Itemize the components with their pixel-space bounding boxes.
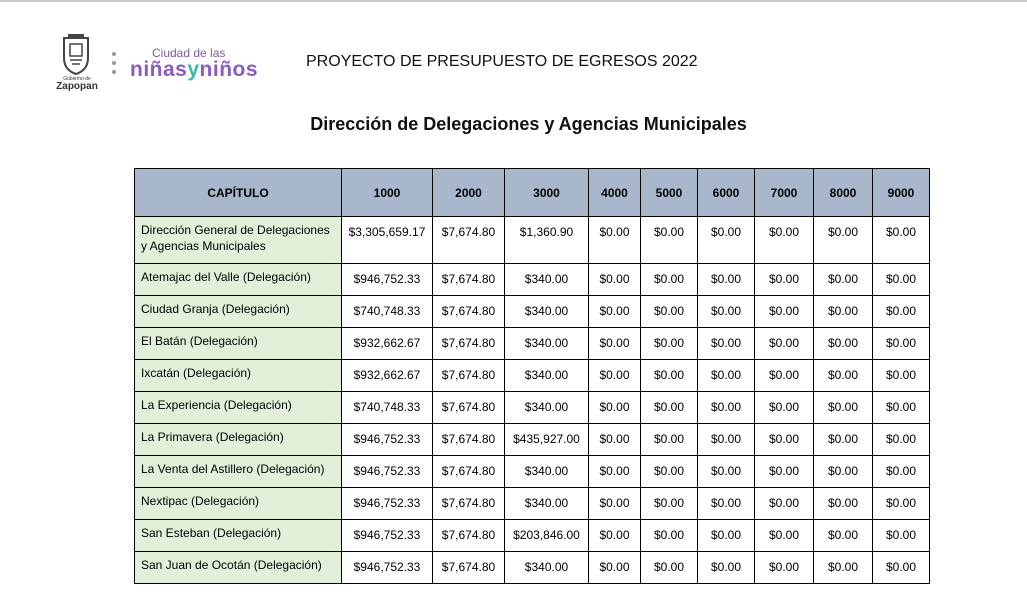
row-amount-cell: $0.00 (873, 264, 930, 296)
row-chapter-name: San Esteban (Delegación) (135, 520, 342, 552)
row-amount-cell: $0.00 (873, 217, 930, 264)
table-row (135, 552, 930, 584)
page-top-border (0, 0, 1027, 2)
zapopan-logo (52, 34, 112, 94)
section-title: Dirección de Delegaciones y Agencias Municipales (310, 114, 747, 134)
column-header: 7000 (755, 169, 814, 217)
row-chapter-name: El Batán (Delegación) (135, 328, 342, 360)
row-amount-cell: $0.00 (589, 520, 641, 552)
brand-logo-text (130, 58, 258, 82)
row-amount-cell: $0.00 (814, 360, 873, 392)
logo-separator-dots (112, 52, 118, 82)
row-amount-cell: $0.00 (873, 328, 930, 360)
brand-part-1: niñas (130, 58, 188, 81)
row-amount-cell: $0.00 (755, 488, 814, 520)
row-amount-cell: $0.00 (814, 264, 873, 296)
row-amount-cell: $1,360.90 (505, 217, 589, 264)
row-amount-cell: $7,674.80 (433, 424, 505, 456)
row-amount-cell: $946,752.33 (342, 488, 433, 520)
row-amount-cell: $946,752.33 (342, 424, 433, 456)
row-amount-cell: $340.00 (505, 456, 589, 488)
row-amount-cell: $946,752.33 (342, 552, 433, 584)
row-amount-cell: $7,674.80 (433, 488, 505, 520)
row-amount-cell: $0.00 (873, 520, 930, 552)
table-row (135, 264, 930, 296)
row-amount-cell: $435,927.00 (505, 424, 589, 456)
row-amount-cell: $0.00 (873, 488, 930, 520)
row-amount-cell: $7,674.80 (433, 520, 505, 552)
column-header: 5000 (641, 169, 698, 217)
column-header: 9000 (873, 169, 930, 217)
row-amount-cell: $0.00 (814, 552, 873, 584)
row-amount-cell: $0.00 (755, 456, 814, 488)
row-amount-cell: $0.00 (814, 328, 873, 360)
row-amount-cell: $7,674.80 (433, 392, 505, 424)
row-amount-cell: $0.00 (698, 328, 755, 360)
table-row (135, 360, 930, 392)
row-amount-cell: $0.00 (641, 328, 698, 360)
row-amount-cell: $7,674.80 (433, 360, 505, 392)
budget-table (134, 168, 930, 584)
row-amount-cell: $0.00 (641, 296, 698, 328)
row-amount-cell: $0.00 (755, 296, 814, 328)
row-amount-cell: $0.00 (755, 552, 814, 584)
table-row (135, 520, 930, 552)
row-amount-cell: $0.00 (755, 392, 814, 424)
row-amount-cell: $0.00 (873, 552, 930, 584)
row-amount-cell: $340.00 (505, 488, 589, 520)
row-amount-cell: $0.00 (814, 520, 873, 552)
row-chapter-name: La Experiencia (Delegación) (135, 392, 342, 424)
row-amount-cell: $7,674.80 (433, 456, 505, 488)
row-amount-cell: $0.00 (641, 552, 698, 584)
table-row (135, 456, 930, 488)
row-amount-cell: $0.00 (814, 392, 873, 424)
row-amount-cell: $3,305,659.17 (342, 217, 433, 264)
row-amount-cell: $0.00 (814, 424, 873, 456)
row-amount-cell: $0.00 (873, 424, 930, 456)
brand-part-3: niños (199, 58, 259, 81)
row-amount-cell: $0.00 (873, 296, 930, 328)
row-amount-cell: $0.00 (641, 217, 698, 264)
row-amount-cell: $932,662.67 (342, 328, 433, 360)
row-amount-cell: $0.00 (873, 456, 930, 488)
row-amount-cell: $0.00 (873, 360, 930, 392)
row-amount-cell: $0.00 (589, 360, 641, 392)
row-amount-cell: $946,752.33 (342, 264, 433, 296)
row-amount-cell: $0.00 (589, 456, 641, 488)
row-amount-cell: $0.00 (873, 392, 930, 424)
row-amount-cell: $0.00 (698, 456, 755, 488)
row-amount-cell: $0.00 (589, 488, 641, 520)
table-body (135, 217, 930, 584)
row-amount-cell: $0.00 (755, 520, 814, 552)
row-amount-cell: $340.00 (505, 552, 589, 584)
row-amount-cell: $0.00 (589, 328, 641, 360)
row-amount-cell: $0.00 (755, 424, 814, 456)
row-amount-cell: $7,674.80 (433, 552, 505, 584)
column-header: 2000 (433, 169, 505, 217)
row-chapter-name: La Venta del Astillero (Delegación) (135, 456, 342, 488)
row-amount-cell: $0.00 (589, 264, 641, 296)
row-amount-cell: $340.00 (505, 392, 589, 424)
row-amount-cell: $0.00 (814, 456, 873, 488)
row-amount-cell: $0.00 (698, 217, 755, 264)
table-row (135, 296, 930, 328)
row-chapter-name: Ciudad Granja (Delegación) (135, 296, 342, 328)
row-chapter-name: Ixcatán (Delegación) (135, 360, 342, 392)
row-amount-cell: $0.00 (814, 217, 873, 264)
row-amount-cell: $0.00 (755, 360, 814, 392)
row-amount-cell: $0.00 (755, 328, 814, 360)
row-amount-cell: $0.00 (589, 552, 641, 584)
row-amount-cell: $7,674.80 (433, 217, 505, 264)
row-amount-cell: $0.00 (589, 392, 641, 424)
row-amount-cell: $0.00 (698, 488, 755, 520)
logo-caption-small: Gobierno de (63, 76, 91, 82)
row-amount-cell: $0.00 (698, 392, 755, 424)
row-amount-cell: $0.00 (698, 520, 755, 552)
row-amount-cell: $946,752.33 (342, 520, 433, 552)
column-header: CAPÍTULO (135, 169, 342, 217)
row-amount-cell: $0.00 (641, 488, 698, 520)
table-header-row (135, 169, 930, 217)
row-amount-cell: $0.00 (698, 360, 755, 392)
table-row (135, 328, 930, 360)
row-chapter-name: Atemajac del Valle (Delegación) (135, 264, 342, 296)
row-chapter-name: Nextipac (Delegación) (135, 488, 342, 520)
row-chapter-name: La Primavera (Delegación) (135, 424, 342, 456)
table-row (135, 217, 930, 264)
row-amount-cell: $7,674.80 (433, 328, 505, 360)
row-chapter-name: San Juan de Ocotán (Delegación) (135, 552, 342, 584)
row-amount-cell: $0.00 (755, 217, 814, 264)
row-amount-cell: $7,674.80 (433, 296, 505, 328)
row-amount-cell: $0.00 (641, 424, 698, 456)
brand-line-1: Ciudad de las (152, 46, 226, 60)
row-amount-cell: $740,748.33 (342, 392, 433, 424)
zapopan-seal-icon (58, 34, 94, 76)
row-amount-cell: $0.00 (589, 424, 641, 456)
row-amount-cell: $0.00 (641, 520, 698, 552)
column-header: 6000 (698, 169, 755, 217)
row-amount-cell: $340.00 (505, 264, 589, 296)
row-amount-cell: $0.00 (589, 217, 641, 264)
row-amount-cell: $0.00 (755, 264, 814, 296)
row-amount-cell: $0.00 (589, 296, 641, 328)
row-amount-cell: $946,752.33 (342, 456, 433, 488)
row-amount-cell: $7,674.80 (433, 264, 505, 296)
table-row (135, 424, 930, 456)
brand-part-2: y (187, 58, 200, 81)
column-header: 8000 (814, 169, 873, 217)
table-row (135, 392, 930, 424)
row-amount-cell: $0.00 (641, 360, 698, 392)
row-amount-cell: $0.00 (698, 552, 755, 584)
row-amount-cell: $340.00 (505, 296, 589, 328)
column-header: 1000 (342, 169, 433, 217)
logo-caption-city: Zapopan (56, 81, 98, 92)
row-amount-cell: $0.00 (641, 392, 698, 424)
row-amount-cell: $0.00 (814, 488, 873, 520)
row-amount-cell: $0.00 (698, 424, 755, 456)
row-amount-cell: $740,748.33 (342, 296, 433, 328)
row-amount-cell: $0.00 (641, 264, 698, 296)
table-row (135, 488, 930, 520)
row-amount-cell: $0.00 (698, 296, 755, 328)
row-amount-cell: $932,662.67 (342, 360, 433, 392)
row-amount-cell: $0.00 (814, 296, 873, 328)
row-amount-cell: $0.00 (698, 264, 755, 296)
document-title: PROYECTO DE PRESUPUESTO DE EGRESOS 2022 (306, 53, 698, 70)
row-amount-cell: $203,846.00 (505, 520, 589, 552)
row-amount-cell: $340.00 (505, 360, 589, 392)
column-header: 4000 (589, 169, 641, 217)
row-amount-cell: $340.00 (505, 328, 589, 360)
column-header: 3000 (505, 169, 589, 217)
row-chapter-name: Dirección General de Delegaciones y Agencias Municipales (135, 217, 342, 264)
row-amount-cell: $0.00 (641, 456, 698, 488)
